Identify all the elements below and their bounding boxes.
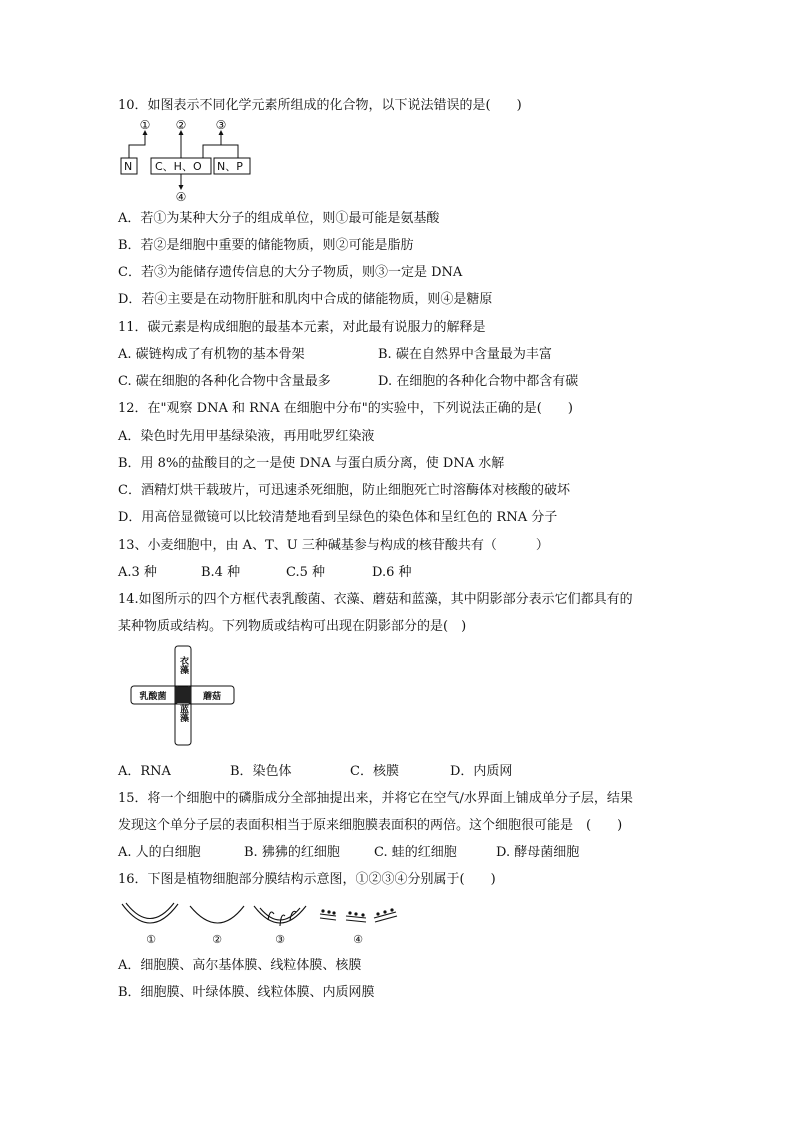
q10-element-diagram	[118, 120, 268, 202]
q11-option-a: A. 碳链构成了有机物的基本骨架	[118, 347, 305, 362]
membrane-label-2: ②	[212, 933, 222, 946]
membrane-label-4: ④	[353, 933, 363, 946]
box-n-label: N	[124, 160, 133, 173]
q16-option-a: A．细胞膜、高尔基体膜、线粒体膜、核膜	[118, 958, 362, 973]
box-cho-label: C、H、O	[155, 160, 202, 173]
box-np-label: N、P	[217, 160, 243, 173]
membrane-label-1: ①	[146, 933, 156, 946]
q14-stem-line2: 某种物质或结构。下列物质或结构可出现在阴影部分的是( )	[118, 619, 467, 634]
q12-option-b: B．用 8%的盐酸目的之一是使 DNA 与蛋白质分离，使 DNA 水解	[118, 456, 505, 471]
q13-option-c: C.5 种	[286, 565, 326, 580]
q12-option-d: D．用高倍显微镜可以比较清楚地看到呈绿色的染色体和呈红色的 RNA 分子	[118, 510, 558, 525]
q15-stem-line1: 15．将一个细胞中的磷脂成分全部抽提出来，并将它在空气/水界面上铺成单分子层，结果	[118, 791, 633, 806]
q15-option-a: A. 人的白细胞	[118, 845, 201, 860]
q13-stem: 13、小麦细胞中，由 A、T、U 三种碱基参与构成的核苷酸共有（ ）	[118, 538, 549, 553]
label-right: 蘑菇	[202, 692, 222, 702]
q14-option-d: D．内质网	[450, 764, 513, 779]
q16-stem: 16．下图是植物细胞部分膜结构示意图，①②③④分别属于( )	[118, 872, 496, 887]
q10-stem: 10．如图表示不同化学元素所组成的化合物，以下说法错误的是( )	[118, 98, 522, 113]
q16-membrane-diagram	[118, 900, 408, 946]
q10-option-a: A．若①为某种大分子的组成单位，则①最可能是氨基酸	[118, 211, 440, 226]
q11-stem: 11．碳元素是构成细胞的最基本元素，对此最有说服力的解释是	[118, 320, 486, 335]
q10-option-c: C．若③为能储存遗传信息的大分子物质，则③一定是 DNA	[118, 265, 463, 280]
q15-stem-line2: 发现这个单分子层的表面积相当于原来细胞膜表面积的两倍。这个细胞很可能是 ( )	[118, 818, 623, 833]
q11-option-b: B. 碳在自然界中含量最为丰富	[378, 347, 552, 362]
label-4: ④	[175, 190, 187, 202]
label-top: 衣藻	[178, 656, 188, 674]
membrane-2	[190, 906, 244, 923]
q16-option-b: B．细胞膜、叶绿体膜、线粒体膜、内质网膜	[118, 985, 375, 1000]
q10-option-d: D．若④主要是在动物肝脏和肌肉中合成的储能物质，则④是糖原	[118, 292, 493, 307]
q14-option-b: B．染色体	[230, 764, 292, 779]
q14-stem-line1: 14.如图所示的四个方框代表乳酸菌、衣藻、蘑菇和蓝藻，其中阴影部分表示它们都具有的	[118, 592, 633, 607]
q12-option-c: C．酒精灯烘干载玻片，可迅速杀死细胞，防止细胞死亡时溶酶体对核酸的破坏	[118, 483, 570, 498]
label-3: ③	[215, 120, 227, 132]
q14-option-c: C．核膜	[350, 764, 399, 779]
label-left: 乳酸菌	[139, 692, 167, 702]
membrane-1-outer	[122, 904, 178, 923]
label-1: ①	[139, 120, 151, 132]
label-bottom: 蓝藻	[178, 704, 188, 722]
shaded-overlap	[175, 687, 191, 703]
q13-option-b: B.4 种	[201, 565, 241, 580]
q15-option-c: C. 蛙的红细胞	[374, 845, 457, 860]
q10-option-b: B．若②是细胞中重要的储能物质，则②可能是脂肪	[118, 238, 414, 253]
q13-option-a: A.3 种	[118, 565, 157, 580]
q12-stem: 12．在"观察 DNA 和 RNA 在细胞中分布"的实验中，下列说法正确的是( )	[118, 401, 573, 416]
label-2: ②	[175, 120, 187, 132]
q15-option-d: D. 酵母菌细胞	[496, 845, 580, 860]
q11-option-c: C. 碳在细胞的各种化合物中含量最多	[118, 374, 331, 389]
q13-option-d: D.6 种	[372, 565, 412, 580]
q14-option-a: A．RNA	[118, 764, 171, 779]
q12-option-a: A．染色时先用甲基绿染液，再用吡罗红染液	[118, 429, 375, 444]
q15-option-b: B. 狒狒的红细胞	[244, 845, 340, 860]
q11-option-d: D. 在细胞的各种化合物中都含有碳	[378, 374, 579, 389]
membrane-label-3: ③	[275, 933, 285, 946]
q14-cross-diagram	[130, 645, 236, 747]
